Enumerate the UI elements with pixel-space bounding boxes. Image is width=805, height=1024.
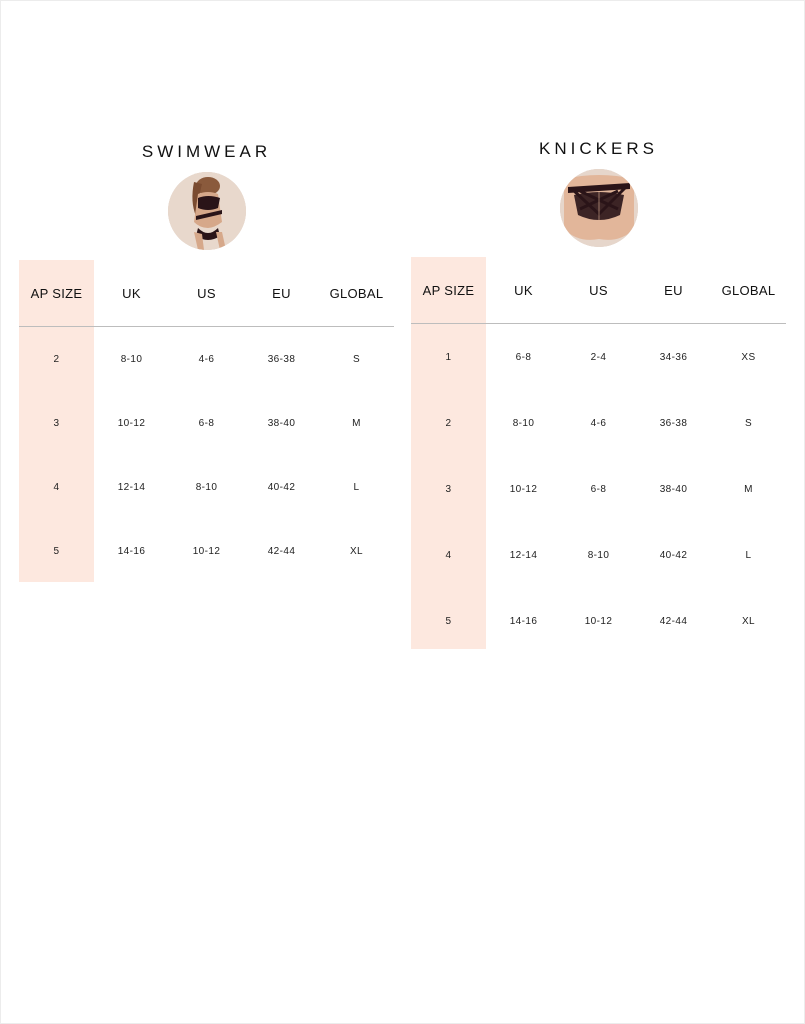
swimwear-size-table [19, 260, 394, 583]
header-us: US [589, 282, 608, 298]
cell-us: 4-6 [590, 417, 607, 429]
cell-global: S [744, 417, 753, 429]
cell-us: 8-10 [195, 481, 218, 493]
cell-us: 6-8 [590, 483, 607, 495]
table-row [19, 519, 394, 583]
cell-ap-size: 2 [445, 417, 452, 429]
table-header-row [411, 257, 786, 324]
cell-eu: 34-36 [659, 351, 688, 363]
cell-uk: 12-14 [509, 549, 538, 561]
cell-us: 6-8 [198, 417, 215, 429]
cell-ap-size: 3 [53, 417, 60, 429]
cell-eu: 36-38 [659, 417, 688, 429]
swimwear-model-image [168, 172, 246, 250]
cell-us: 2-4 [590, 351, 607, 363]
table-row [411, 324, 786, 390]
cell-uk: 10-12 [509, 483, 538, 495]
cell-us: 4-6 [198, 353, 215, 365]
cell-global: XL [741, 615, 756, 627]
cell-global: XS [741, 351, 756, 363]
cell-ap-size: 2 [53, 353, 60, 365]
cell-uk: 14-16 [117, 545, 146, 557]
knickers-model-image [560, 169, 638, 247]
swimwear-thumbnail [168, 172, 246, 250]
table-row [411, 456, 786, 522]
cell-ap-size: 1 [445, 351, 452, 363]
cell-ap-size: 5 [53, 545, 60, 557]
swimwear-section [19, 138, 394, 583]
table-row [411, 390, 786, 456]
cell-us: 8-10 [587, 549, 610, 561]
header-us: US [197, 285, 216, 301]
cell-uk: 12-14 [117, 481, 146, 493]
table-row [19, 327, 394, 391]
header-ap-size: AP SIZE [422, 282, 475, 298]
header-eu: EU [664, 282, 683, 298]
cell-eu: 40-42 [267, 481, 296, 493]
header-eu: EU [272, 285, 291, 301]
table-header-row [19, 260, 394, 327]
cell-uk: 10-12 [117, 417, 146, 429]
cell-eu: 42-44 [659, 615, 688, 627]
cell-eu: 38-40 [267, 417, 296, 429]
cell-eu: 38-40 [659, 483, 688, 495]
cell-ap-size: 4 [53, 481, 60, 493]
header-uk: UK [122, 285, 141, 301]
swimwear-title: SWIMWEAR [141, 142, 272, 161]
cell-us: 10-12 [192, 545, 221, 557]
cell-uk: 6-8 [515, 351, 532, 363]
header-ap-size: AP SIZE [30, 285, 83, 301]
cell-ap-size: 4 [445, 549, 452, 561]
header-global: GLOBAL [329, 285, 384, 301]
cell-global: M [744, 483, 753, 495]
cell-eu: 40-42 [659, 549, 688, 561]
table-row [19, 391, 394, 455]
cell-global: M [352, 417, 361, 429]
table-row [411, 588, 786, 654]
cell-ap-size: 5 [445, 615, 452, 627]
knickers-title: KNICKERS [539, 139, 658, 158]
header-global: GLOBAL [721, 282, 776, 298]
cell-eu: 36-38 [267, 353, 296, 365]
cell-ap-size: 3 [445, 483, 452, 495]
cell-global: L [353, 481, 360, 493]
cell-uk: 8-10 [120, 353, 143, 365]
cell-us: 10-12 [584, 615, 613, 627]
cell-uk: 8-10 [512, 417, 535, 429]
knickers-thumbnail [560, 169, 638, 247]
table-row [19, 455, 394, 519]
cell-global: XL [349, 545, 364, 557]
header-uk: UK [514, 282, 533, 298]
knickers-size-table [411, 257, 786, 654]
cell-eu: 42-44 [267, 545, 296, 557]
cell-uk: 14-16 [509, 615, 538, 627]
cell-global: S [352, 353, 361, 365]
table-row [411, 522, 786, 588]
knickers-section [411, 135, 786, 654]
cell-global: L [745, 549, 752, 561]
